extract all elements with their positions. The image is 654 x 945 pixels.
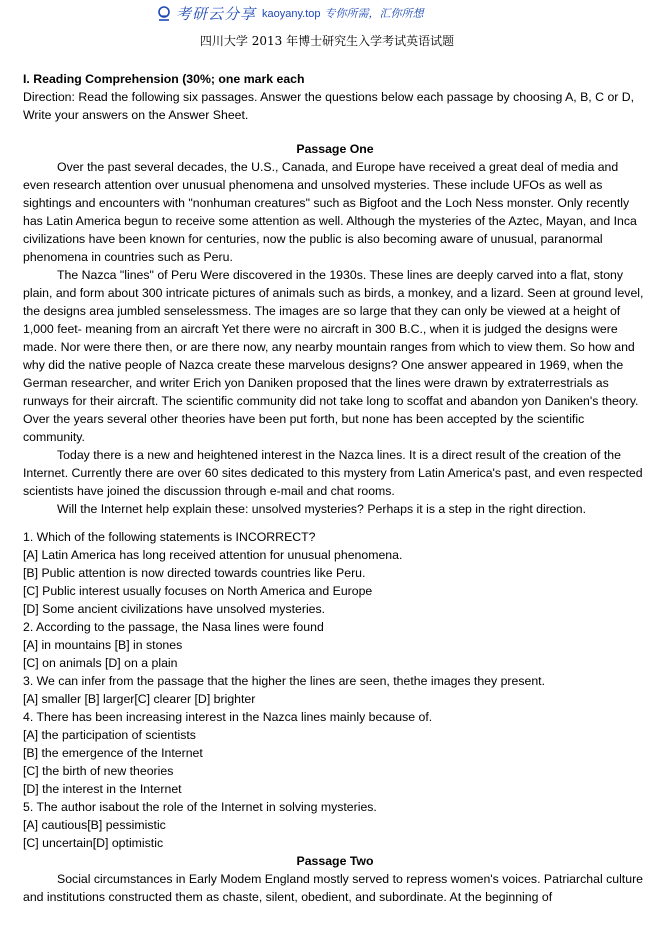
question-line: [C] the birth of new theories [23, 764, 174, 778]
question-line: 2. According to the passage, the Nasa lines were found [23, 620, 324, 634]
section-heading: I. Reading Comprehension (30%; one mark each [23, 72, 305, 86]
question-line: 1. Which of the following statements is INCORRECT? [23, 530, 316, 544]
question-line: [B] Public attention is now directed towards countries like Peru. [23, 566, 366, 580]
section-direction: Direction: Read the following six passages. Answer the questions below each passage by choosing A, B, C or D, Write your answers on the Answer Sheet. [23, 90, 635, 122]
passage-one-title: Passage One [296, 142, 374, 156]
passage-two-title: Passage Two [296, 854, 374, 868]
kaoyan-logo-icon [155, 5, 173, 23]
question-line: [A] the participation of scientists [23, 728, 196, 742]
question-line: [A] smaller [B] larger[C] clearer [D] brighter [23, 692, 256, 706]
passage-one-paragraph-2: The Nazca "lines" of Peru Were discovered in the 1930s. These lines are deeply carved into a flat, stony plain, and form about 300 intricate pictures of animals such as birds, a monkey, and a lizard. Seen at ground level, the designs area jumbled senselessmess. The images are so large that they can only be viewed at a height of 1,000 feet- meaning from an aircraft Yet there were no aircraft in 300 B.C., when it is judged the designs were made. Nor were there then, or are there now, any nearby mountain ranges from which to view them. So how and why did the native people of Nazca create these marvelous designs? One answer appeared in 1969, when the German researcher, and writer Erich yon Daniken proposed that the lines were drawn by extraterrestrials as runways for their aircraft. The scientific community did not take long to scoffat and abandon yon Daniken's theory. Over the years several other theories have been put forth, but none has been accepted by the scientific community. [23, 268, 644, 444]
site-watermark [155, 4, 424, 24]
question-line: [B] the emergence of the Internet [23, 746, 203, 760]
question-line: [A] cautious[B] pessimistic [23, 818, 166, 832]
document-body [23, 70, 647, 906]
question-line: [D] Some ancient civilizations have unsolved mysteries. [23, 602, 326, 616]
passage-one-paragraph-3: Today there is a new and heightened interest in the Nazca lines. It is a direct result of the creation of the Internet. Currently there are over 60 sites dedicated to this mystery from Latin America's past, and even respected scientists have joined the discussion through e-mail and chat rooms. [23, 448, 643, 498]
question-line: 3. We can infer from the passage that the higher the lines are seen, thethe images they present. [23, 674, 546, 688]
passage-one-paragraph-4: Will the Internet help explain these: unsolved mysteries? Perhaps it is a step in the right direction. [57, 502, 587, 516]
question-line: [A] in mountains [B] in stones [23, 638, 183, 652]
question-line: 5. The author isabout the role of the Internet in solving mysteries. [23, 800, 377, 814]
brand-name: 考研云分享 [176, 5, 257, 23]
passage-two-paragraph-1: Social circumstances in Early Modem England mostly served to repress women's voices. Patriarchal culture and institutions constructed them as chaste, silent, obedient, and subordinate. At the beginning of [23, 872, 643, 904]
question-line: [C] Public interest usually focuses on North America and Europe [23, 584, 373, 598]
passage-one-paragraph-1: Over the past several decades, the U.S., Canada, and Europe have received a great deal of media and even research attention over unusual phenomena and unsolved mysteries. These include UFOs as well as sightings and encounters with "nonhuman creatures" such as Bigfoot and the Loch Ness monster. Only recently has Latin America begun to receive some attention as well. Although the mysteries of the Aztec, Mayan, and Inca civilizations have been known for centuries, now the public is also becoming aware of unusual, paranormal phenomena in countries such as Peru. [23, 160, 637, 264]
question-line: 4. There has been increasing interest in the Nazca lines mainly because of. [23, 710, 433, 724]
brand-url: kaoyany.top [262, 8, 321, 20]
question-line: [C] uncertain[D] optimistic [23, 836, 164, 850]
question-list [23, 528, 647, 852]
brand-slogan: 专你所需，汇你所想 [324, 7, 424, 20]
exam-title: 四川大学 2013 年博士研究生入学考试英语试题 [199, 34, 455, 48]
question-line: [D] the interest in the Internet [23, 782, 182, 796]
question-line: [A] Latin America has long received attention for unusual phenomena. [23, 548, 403, 562]
question-line: [C] on animals [D] on a plain [23, 656, 178, 670]
